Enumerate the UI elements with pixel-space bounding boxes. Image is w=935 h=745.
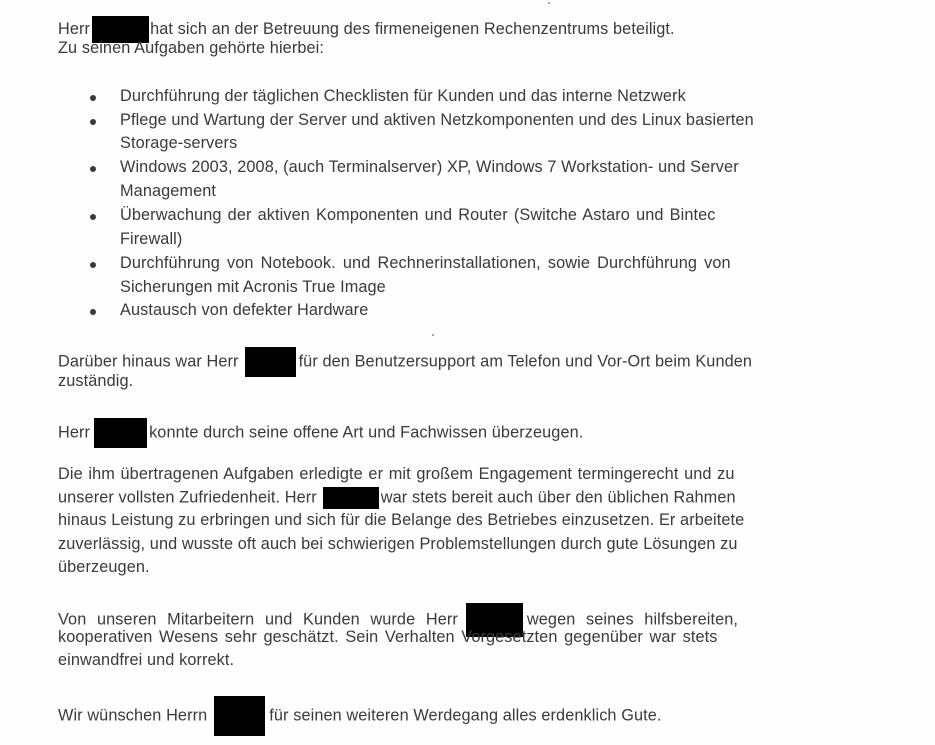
bullet-icon xyxy=(90,119,96,125)
performance-line-2-start: unserer vollsten Zufriedenheit. Herr xyxy=(58,488,317,507)
task-item-5-line-1: Durchführung von Notebook. und Rechnerinstallationen, sowie Durchführung von xyxy=(120,254,731,272)
bullet-icon xyxy=(90,309,96,315)
closing-end: für seinen weiteren Werdegang alles erdenklich Gute. xyxy=(269,706,662,725)
task-item-2-line-1 xyxy=(120,110,854,130)
performance-line-1: Die ihm übertragenen Aufgaben erledigte er mit großem Engagement termingerecht und zu xyxy=(58,465,735,483)
conduct-line-1-end: wegen seines hilfsbereiten, xyxy=(526,610,739,629)
impression-start: Herr xyxy=(58,423,91,442)
performance-line-3: hinaus Leistung zu erbringen und sich für die Belange des Betriebes einzusetzen. Er arbeitete xyxy=(58,511,745,529)
support-line-1-end: für den Benutzersupport am Telefon und Vor-Ort beim Kunden xyxy=(298,352,753,371)
conduct-line-3: einwandfrei und korrekt. xyxy=(58,651,235,669)
task-item-6: Austausch von defekter Hardware xyxy=(120,301,369,319)
performance-line-2-end: war stets bereit auch über den üblichen Rahmen xyxy=(380,488,736,507)
task-item-2-text: Pflege und Wartung der Server und aktiven Netzkomponenten und des Linux basierten xyxy=(120,111,754,129)
closing-start: Wir wünschen Herrn xyxy=(58,706,208,725)
intro-line-2: Zu seinen Aufgaben gehörte hierbei: xyxy=(58,39,325,57)
redacted-name xyxy=(214,696,265,736)
intro-line-1-start: Herr xyxy=(58,19,91,38)
task-item-4-line-1: Überwachung der aktiven Komponenten und Router (Switche Astaro und Bintec xyxy=(120,206,716,224)
redacted-name xyxy=(94,418,147,448)
bullet-icon xyxy=(90,95,96,101)
conduct-line-1-start: Von unseren Mitarbeitern und Kunden wurde Herr xyxy=(58,610,458,629)
performance-line-2 xyxy=(58,487,736,509)
task-item-3-line-2: Management xyxy=(120,182,217,200)
closing-line xyxy=(58,696,662,736)
conduct-line-2: kooperativen Wesens sehr geschätzt. Sein Verhalten Vorgesetzten gegenüber war stets xyxy=(58,628,718,646)
intro-line-1-end: hat sich an der Betreuung des firmeneigenen Rechenzentrums beteiligt. xyxy=(150,19,675,38)
impression-end: konnte durch seine offene Art und Fachwissen überzeugen. xyxy=(149,423,584,442)
support-line-2: zuständig. xyxy=(58,372,134,390)
support-line-1-start: Darüber hinaus war Herr xyxy=(58,352,239,371)
support-line-1 xyxy=(58,347,752,377)
bullet-icon xyxy=(90,262,96,268)
scan-speck xyxy=(548,2,550,4)
redacted-name xyxy=(245,347,296,377)
performance-line-5: überzeugen. xyxy=(58,558,150,576)
bullet-icon xyxy=(90,166,96,172)
task-item-1: Durchführung der täglichen Checklisten für Kunden und das interne Netzwerk xyxy=(120,87,686,105)
performance-line-4: zuverlässig, und wusste oft auch bei schwierigen Problemstellungen durch gute Lösungen zu xyxy=(58,535,738,553)
redacted-name xyxy=(323,487,379,509)
task-item-4-line-2: Firewall) xyxy=(120,230,183,248)
bullet-icon xyxy=(90,214,96,220)
impression-line xyxy=(58,418,583,448)
scan-speck xyxy=(432,334,434,336)
task-item-5-line-2: Sicherungen mit Acronis True Image xyxy=(120,278,386,296)
task-item-2-line-2: Storage-servers xyxy=(120,134,238,152)
task-item-3-line-1: Windows 2003, 2008, (auch Terminalserver) XP, Windows 7 Workstation- und Server xyxy=(120,158,739,176)
